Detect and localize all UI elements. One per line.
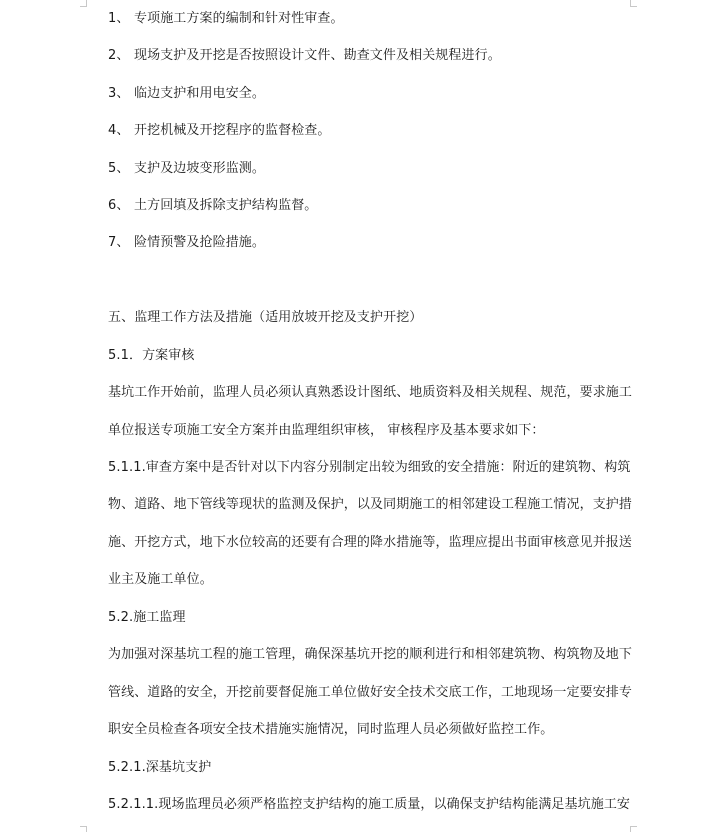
paragraph-line: 物、道路、地下管线等现状的监测及保护，以及同期施工的相邻建设工程施工情况，支护措 xyxy=(108,497,633,512)
list-item-text: 临边支护和用电安全。 xyxy=(134,86,266,101)
section-heading: 五、监理工作方法及措施（适用放坡开挖及支护开挖） xyxy=(108,310,423,325)
list-item xyxy=(108,198,317,214)
paragraph-line: 5.2.1.1.现场监理员必须严格监控支护结构的施工质量，以确保支护结构能满足基坑施工安 xyxy=(108,797,631,812)
list-item-text: 险情预警及抢险措施。 xyxy=(134,235,266,250)
list-item xyxy=(108,123,331,139)
list-item-text: 现场支护及开挖是否按照设计文件、勘查文件及相关规程进行。 xyxy=(134,48,501,63)
corner-mark-bottom-left-h xyxy=(80,826,87,827)
list-item-number: 4、 xyxy=(108,123,130,138)
list-item-text: 土方回填及拆除支护结构监督。 xyxy=(134,198,318,213)
subsection-heading-5-1: 5.1．方案审核 xyxy=(108,348,195,363)
list-item-text: 专项施工方案的编制和针对性审查。 xyxy=(134,11,344,26)
list-item-number: 2、 xyxy=(108,48,130,63)
list-item-number: 6、 xyxy=(108,198,130,213)
paragraph-line: 管线、道路的安全，开挖前要督促施工单位做好安全技术交底工作，工地现场一定要安排专 xyxy=(108,685,633,700)
paragraph-line: 为加强对深基坑工程的施工管理，确保深基坑开挖的顺利进行和相邻建筑物、构筑物及地下 xyxy=(108,647,633,662)
list-item xyxy=(108,161,265,177)
subsection-heading-5-2-1: 5.2.1.深基坑支护 xyxy=(108,760,212,775)
corner-mark-bottom-right-h xyxy=(630,826,637,827)
list-item-number: 3、 xyxy=(108,86,130,101)
list-item xyxy=(108,11,344,27)
paragraph-line: 施、开挖方式，地下水位较高的还要有合理的降水措施等，监理应提出书面审核意见并报送 xyxy=(108,535,633,550)
list-item xyxy=(108,86,265,102)
list-item xyxy=(108,235,265,251)
list-item xyxy=(108,48,501,64)
paragraph-line: 职安全员检查各项安全技术措施实施情况，同时监理人员必须做好监控工作。 xyxy=(108,722,554,737)
list-item-text: 开挖机械及开挖程序的监督检查。 xyxy=(134,123,331,138)
paragraph-line: 5.1.1.审查方案中是否针对以下内容分别制定出较为细致的安全措施：附近的建筑物、构筑 xyxy=(108,460,631,475)
list-item-number: 7、 xyxy=(108,235,130,250)
paragraph-line: 业主及施工单位。 xyxy=(108,572,213,587)
corner-mark-top-right-h xyxy=(630,6,637,7)
list-item-text: 支护及边坡变形监测。 xyxy=(134,161,266,176)
list-item-number: 1、 xyxy=(108,11,130,26)
corner-mark-top-left-h xyxy=(80,6,87,7)
paragraph-line: 基坑工作开始前，监理人员必须认真熟悉设计图纸、地质资料及相关规程、规范，要求施工 xyxy=(108,385,633,400)
list-item-number: 5、 xyxy=(108,161,130,176)
paragraph-line: 单位报送专项施工安全方案并由监理组织审核， 审核程序及基本要求如下： xyxy=(108,423,545,438)
subsection-heading-5-2: 5.2.施工监理 xyxy=(108,610,186,625)
